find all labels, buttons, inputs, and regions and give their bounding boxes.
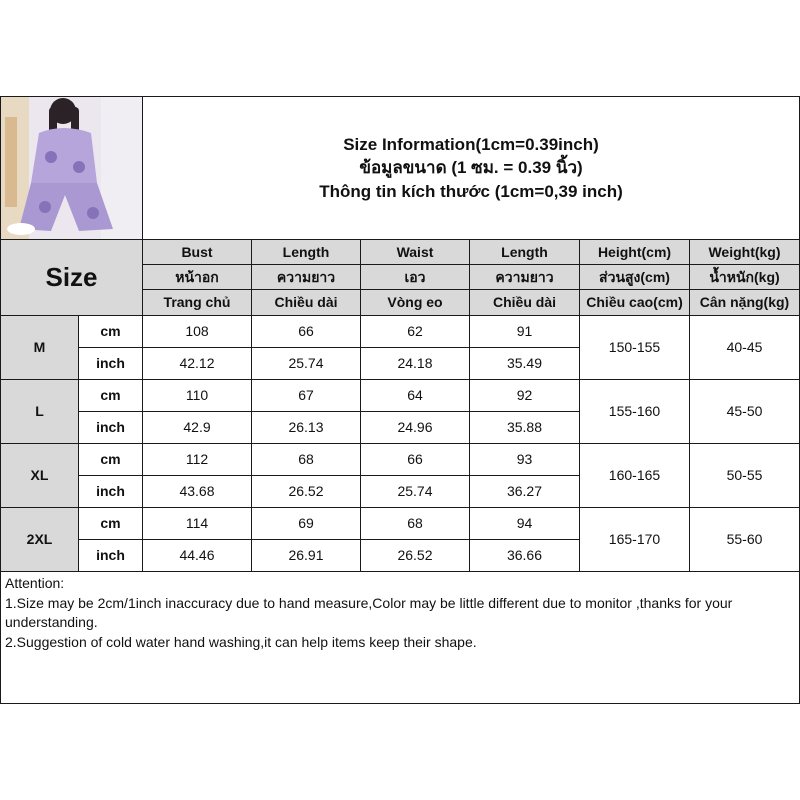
2xl-height: 165-170 <box>579 507 690 572</box>
header-weight-th: น้ำหนัก(kg) <box>689 264 800 290</box>
2xl-bust-cm: 114 <box>142 507 252 540</box>
l-waist-inch: 24.96 <box>360 411 470 444</box>
unit-inch-l: inch <box>78 411 143 444</box>
l-length2-inch: 35.88 <box>469 411 580 444</box>
xl-waist-cm: 66 <box>360 443 470 476</box>
xl-bust-inch: 43.68 <box>142 475 252 508</box>
header-bust-en: Bust <box>142 239 252 265</box>
header-length2-en: Length <box>469 239 580 265</box>
l-waist-cm: 64 <box>360 379 470 412</box>
attention-line-1: 1.Size may be 2cm/1inch inaccuracy due to hand measure,Color may be little different due to monitor ,thanks for your understanding. <box>5 594 733 631</box>
2xl-weight: 55-60 <box>689 507 800 572</box>
size-name-xl: XL <box>0 443 79 508</box>
unit-cm-l: cm <box>78 379 143 412</box>
l-bust-cm: 110 <box>142 379 252 412</box>
m-weight: 40-45 <box>689 315 800 380</box>
attention-note <box>0 571 800 704</box>
l-length2-cm: 92 <box>469 379 580 412</box>
size-column-label: Size <box>0 239 143 316</box>
attention-line-2: 2.Suggestion of cold water hand washing,it can help items keep their shape. <box>5 633 477 650</box>
m-waist-cm: 62 <box>360 315 470 348</box>
header-weight-en: Weight(kg) <box>689 239 800 265</box>
m-bust-inch: 42.12 <box>142 347 252 380</box>
header-length2-vi: Chiều dài <box>469 289 580 316</box>
size-information-title <box>142 96 800 240</box>
2xl-length-inch: 26.91 <box>251 539 361 572</box>
title-vietnamese: Thông tin kích thước (1cm=0,39 inch) <box>319 181 623 201</box>
xl-height: 160-165 <box>579 443 690 508</box>
header-height-en: Height(cm) <box>579 239 690 265</box>
header-bust-vi: Trang chủ <box>142 289 252 316</box>
size-name-2xl: 2XL <box>0 507 79 572</box>
header-length2-th: ความยาว <box>469 264 580 290</box>
header-weight-vi: Cân nặng(kg) <box>689 289 800 316</box>
l-height: 155-160 <box>579 379 690 444</box>
xl-length-cm: 68 <box>251 443 361 476</box>
2xl-bust-inch: 44.46 <box>142 539 252 572</box>
header-length-th: ความยาว <box>251 264 361 290</box>
header-bust-th: หน้าอก <box>142 264 252 290</box>
xl-weight: 50-55 <box>689 443 800 508</box>
xl-length-inch: 26.52 <box>251 475 361 508</box>
header-height-th: ส่วนสูง(cm) <box>579 264 690 290</box>
m-height: 150-155 <box>579 315 690 380</box>
header-height-vi: Chiều cao(cm) <box>579 289 690 316</box>
unit-inch-2xl: inch <box>78 539 143 572</box>
xl-length2-inch: 36.27 <box>469 475 580 508</box>
unit-cm-xl: cm <box>78 443 143 476</box>
m-waist-inch: 24.18 <box>360 347 470 380</box>
m-length2-cm: 91 <box>469 315 580 348</box>
l-length-cm: 67 <box>251 379 361 412</box>
unit-cm-2xl: cm <box>78 507 143 540</box>
unit-inch-m: inch <box>78 347 143 380</box>
2xl-length-cm: 69 <box>251 507 361 540</box>
attention-heading: Attention: <box>5 575 65 591</box>
m-bust-cm: 108 <box>142 315 252 348</box>
m-length-cm: 66 <box>251 315 361 348</box>
2xl-waist-inch: 26.52 <box>360 539 470 572</box>
header-waist-en: Waist <box>360 239 470 265</box>
l-length-inch: 26.13 <box>251 411 361 444</box>
2xl-length2-cm: 94 <box>469 507 580 540</box>
header-length-vi: Chiều dài <box>251 289 361 316</box>
m-length-inch: 25.74 <box>251 347 361 380</box>
unit-inch-xl: inch <box>78 475 143 508</box>
title-thai: ข้อมูลขนาด (1 ซม. = 0.39 นิ้ว) <box>359 158 583 178</box>
2xl-waist-cm: 68 <box>360 507 470 540</box>
size-name-m: M <box>0 315 79 380</box>
l-weight: 45-50 <box>689 379 800 444</box>
product-photo <box>0 96 143 240</box>
xl-waist-inch: 25.74 <box>360 475 470 508</box>
size-name-l: L <box>0 379 79 444</box>
header-waist-vi: Vòng eo <box>360 289 470 316</box>
l-bust-inch: 42.9 <box>142 411 252 444</box>
unit-cm-m: cm <box>78 315 143 348</box>
xl-bust-cm: 112 <box>142 443 252 476</box>
size-chart <box>0 96 800 704</box>
2xl-length2-inch: 36.66 <box>469 539 580 572</box>
product-photo-image <box>1 97 142 239</box>
header-length-en: Length <box>251 239 361 265</box>
m-length2-inch: 35.49 <box>469 347 580 380</box>
title-english: Size Information(1cm=0.39inch) <box>343 134 599 154</box>
header-waist-th: เอว <box>360 264 470 290</box>
xl-length2-cm: 93 <box>469 443 580 476</box>
